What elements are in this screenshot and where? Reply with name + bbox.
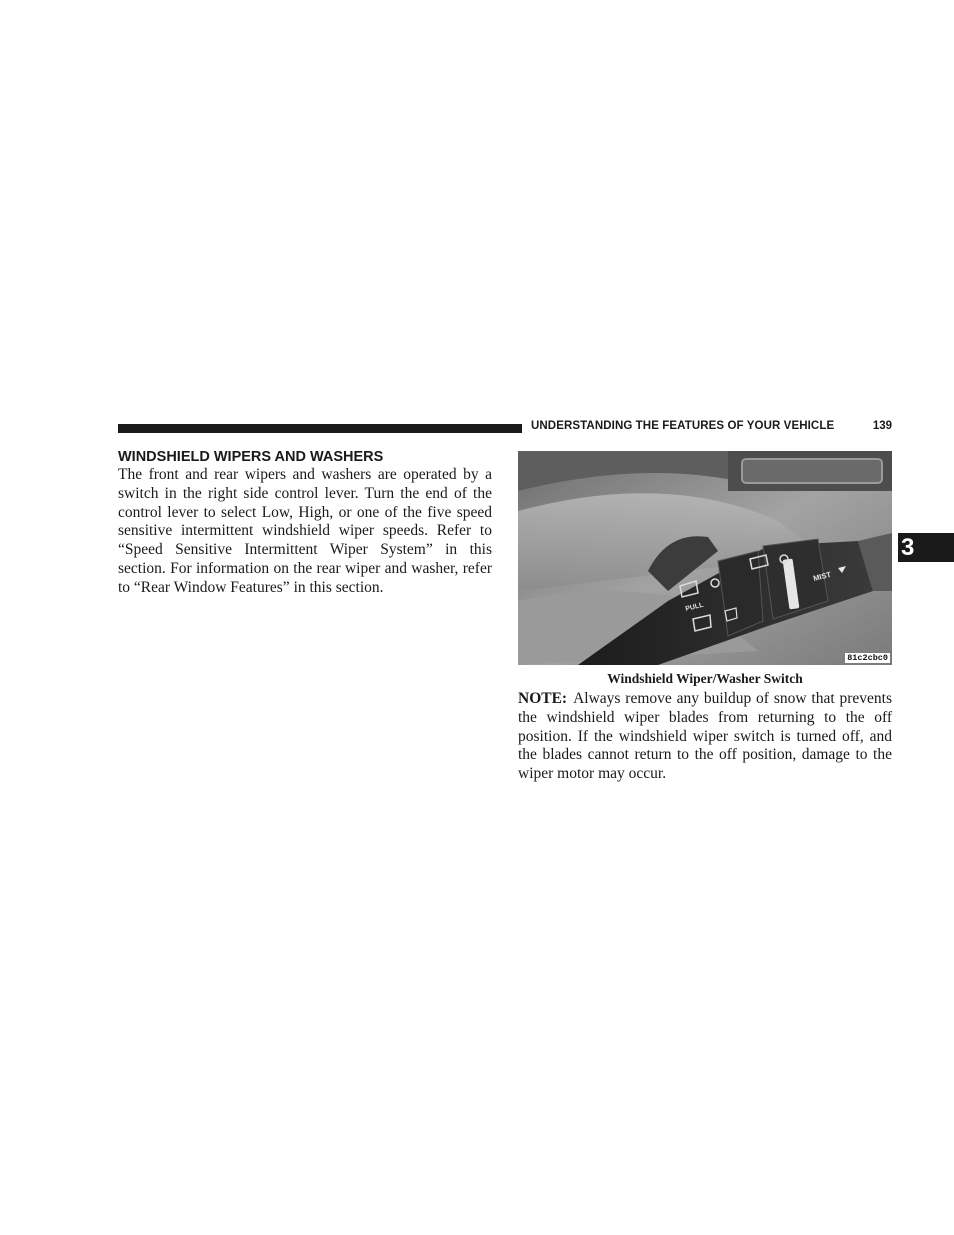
mist-label: MIST [812, 569, 832, 583]
note-text: Always remove any buildup of snow that prevents the windshield wiper blades from returning to the off position. If the windshield wiper switch is turned off, and the blades cannot return to the off position, damage to the wiper motor may occur. [518, 690, 892, 783]
page-number: 139 [872, 420, 892, 432]
note-label: NOTE: [518, 690, 568, 707]
wiper-switch-photo [518, 451, 892, 665]
wiper-switch-illustration [518, 451, 892, 665]
figure-caption: Windshield Wiper/Washer Switch [607, 671, 803, 686]
running-header: UNDERSTANDING THE FEATURES OF YOUR VEHICLE [531, 420, 835, 432]
section-heading: WINDSHIELD WIPERS AND WASHERS [118, 449, 384, 465]
figure-code: 81c2cbc0 [847, 653, 888, 663]
pull-label: PULL [684, 601, 705, 613]
section-body: The front and rear wipers and washers are operated by a switch in the right side control lever. Turn the end of the control lever to select Low, High, or one of the five speed sensitive intermittent windshield wiper speeds. Refer to “Speed Sensitive Intermittent Wiper System” in this section. For information on the rear wiper and washer, refer to “Rear Window Features” in this section. [118, 466, 492, 596]
header-rule [118, 424, 522, 433]
chapter-tab: 3 [898, 533, 954, 562]
note-paragraph [518, 690, 892, 784]
